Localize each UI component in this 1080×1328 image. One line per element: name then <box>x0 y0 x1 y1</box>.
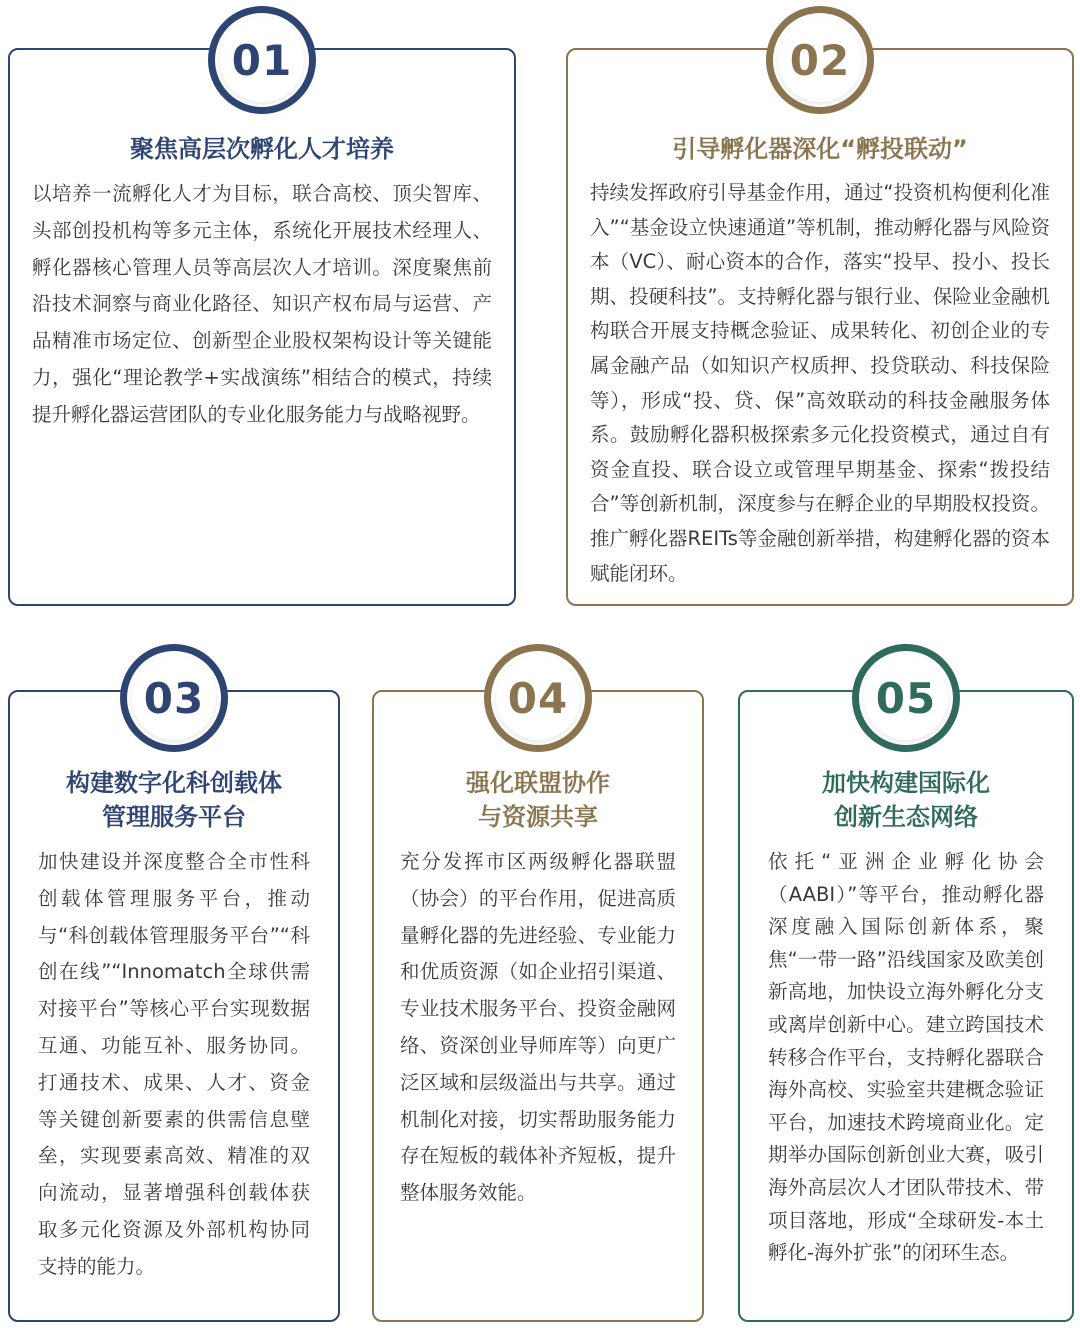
card-05 <box>738 690 1074 1322</box>
card-03-badge <box>120 644 228 752</box>
card-03-title <box>10 766 338 834</box>
card-01-badge <box>208 6 316 114</box>
card-04-number: 04 <box>507 673 569 723</box>
card-02-body: 持续发挥政府引导基金作用，通过“投资机构便利化准入”“基金设立快速通道”等机制，推动孵化器与风险资本（VC）、耐心资本的合作，落实“投早、投小、投长期、投硬科技”。支持孵化器与银行业、保险业金融机构联合开展支持概念验证、成果转化、初创企业的专属金融产品（如知识产权质押、投贷联动、科技保险等），形成“投、贷、保”高效联动的科技金融服务体系。鼓励孵化器积极探索多元化投资模式，通过自有资金直投、联合设立或管理早期基金、探索“拨投结合”等创新机制，深度参与在孵企业的早期股权投资。推广孵化器REITs等金融创新举措，构建孵化器的资本赋能闭环。 <box>590 181 1050 585</box>
card-04-body: 充分发挥市区两级孵化器联盟（协会）的平台作用，促进高质量孵化器的先进经验、专业能力和优质资源（如企业招引渠道、专业技术服务平台、投资金融网络、资深创业导师库等）向更广泛区域和层级溢出与共享。通过机制化对接，切实帮助服务能力存在短板的载体补齐短板，提升整体服务效能。 <box>400 850 676 1205</box>
card-01 <box>8 48 516 606</box>
card-01-number: 01 <box>231 35 293 85</box>
card-04 <box>372 690 704 1322</box>
card-05-title-line2: 创新生态网络 <box>834 803 978 831</box>
card-02 <box>566 48 1074 606</box>
card-03-number: 03 <box>143 673 205 723</box>
card-03-title-line2: 管理服务平台 <box>102 803 246 831</box>
card-01-body: 以培养一流孵化人才为目标，联合高校、顶尖智库、头部创投机构等多元主体，系统化开展技术经理人、孵化器核心管理人员等高层次人才培训。深度聚焦前沿技术洞察与商业化路径、知识产权布局与运营、产品精准市场定位、创新型企业股权架构设计等关键能力，强化“理论教学+实战演练”相结合的模式，持续提升孵化器运营团队的专业化服务能力与战略视野。 <box>32 182 492 426</box>
card-04-title-line1: 强化联盟协作 <box>466 769 610 797</box>
card-05-body: 依托“亚洲企业孵化协会（AABI）”等平台，推动孵化器深度融入国际创新体系，聚焦“一带一路”沿线国家及欧美创新高地，加快设立海外孵化分支或离岸创新中心。建立跨国技术转移合作平台，支持孵化器联合海外高校、实验室共建概念验证平台，加速技术跨境商业化。定期举办国际创新创业大赛，吸引海外高层次人才团队带技术、带项目落地，形成“全球研发-本土孵化-海外扩张”的闭环生态。 <box>768 850 1044 1265</box>
card-04-title-line2: 与资源共享 <box>478 803 598 831</box>
card-05-title-line1: 加快构建国际化 <box>822 769 990 797</box>
card-05-badge <box>852 644 960 752</box>
card-01-title: 聚焦高层次孵化人才培养 <box>130 135 394 163</box>
card-04-badge <box>484 644 592 752</box>
card-05-title <box>740 766 1072 834</box>
card-02-number: 02 <box>789 35 851 85</box>
card-02-title: 引导孵化器深化“孵投联动” <box>672 135 968 163</box>
card-02-badge <box>766 6 874 114</box>
card-03-body: 加快建设并深度整合全市性科创载体管理服务平台，推动与“科创载体管理服务平台”“科创在线”“Innomatch全球供需对接平台”等核心平台实现数据互通、功能互补、服务协同。打通技术、成果、人才、资金等关键创新要素的供需信息壁垒，实现要素高效、精准的双向流动，显著增强科创载体获取多元化资源及外部机构协同支持的能力。 <box>38 850 310 1278</box>
card-04-title <box>374 766 702 834</box>
card-03-title-line1: 构建数字化科创载体 <box>66 769 282 797</box>
card-03 <box>8 690 340 1322</box>
card-05-number: 05 <box>875 673 937 723</box>
